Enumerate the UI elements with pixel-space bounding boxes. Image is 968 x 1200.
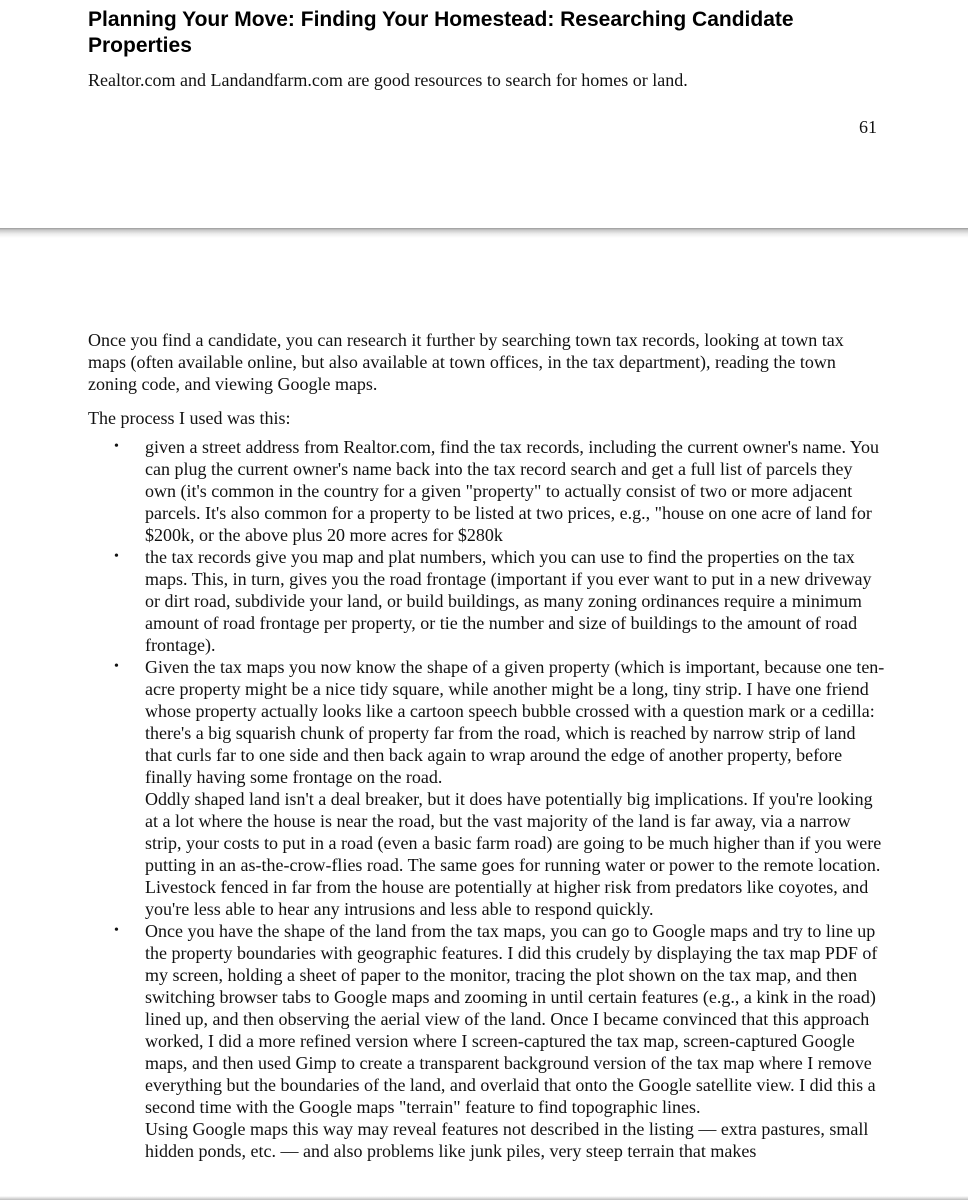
page-62 bbox=[0, 238, 968, 1200]
bottom-page-edge bbox=[0, 1196, 968, 1200]
list-item-text: the tax records give you map and plat numbers, which you can use to find the properties on the tax maps. This, in turn, gives you the road frontage (important if you ever want to put in a new driveway or dirt road, subdivide your land, or build buildings, as many zoning ordinances require a minimum amount of road frontage per property, or tie the number and size of buildings to the amount of road frontage). bbox=[145, 547, 872, 655]
chapter-title: Planning Your Move: Finding Your Homestead: Researching Candidate Properties bbox=[88, 8, 794, 57]
research-intro-paragraph: Once you find a candidate, you can research it further by searching town tax records, looking at town tax maps (often available online, but also available at town offices, in the tax department), reading the town zoning code, and viewing Google maps. bbox=[88, 330, 844, 394]
list-item bbox=[0, 546, 968, 656]
list-item-text: given a street address from Realtor.com, find the tax records, including the current owner's name. You can plug the current owner's name back into the tax record search and get a full list of parcels they own (it's common in the country for a given "property" to actually consist of two or more adjacent parcels. It's also common for a property to be listed at two prices, e.g., "house on one acre of land for $200k, or the above plus 20 more acres for $280k bbox=[145, 437, 880, 545]
list-item-text: Once you have the shape of the land from the tax maps, you can go to Google maps and try to line up the property boundaries with geographic features. I did this crudely by displaying the tax map PDF of my screen, holding a sheet of paper to the monitor, tracing the plot shown on the tax map, and then switching browser tabs to Google maps and zooming in until certain features (e.g., a kink in the road) lined up, and then observing the aerial view of the land. Once I became convinced that this approach worked, I did a more refined version where I screen-captured the tax map, screen-captured Google maps, and then used Gimp to create a transparent background version of the tax map where I remove everything but the boundaries of the land, and overlaid that onto the Google satellite view. I did this a second time with the Google maps "terrain" feature to find topographic lines. bbox=[145, 921, 878, 1117]
list-item bbox=[0, 436, 968, 546]
page-break-shadow bbox=[0, 228, 968, 238]
bullet-icon: • bbox=[114, 439, 119, 454]
list-item bbox=[0, 656, 968, 920]
bullet-icon: • bbox=[114, 659, 119, 674]
list-item-continuation: Using Google maps this way may reveal features not described in the listing — extra pastures, small hidden ponds, etc. — and also problems like junk piles, very steep terrain that makes bbox=[145, 1119, 869, 1161]
process-steps-list bbox=[0, 436, 968, 1162]
page-number: 61 bbox=[859, 117, 877, 137]
bullet-icon: • bbox=[114, 549, 119, 564]
resources-sentence: Realtor.com and Landandfarm.com are good resources to search for homes or land. bbox=[88, 70, 688, 90]
list-item-text: Given the tax maps you now know the shape of a given property (which is important, because one ten-acre property might be a nice tidy square, while another might be a long, tiny strip. I have one friend whose property actually looks like a cartoon speech bubble crossed with a question mark or a cedilla: there's a big squarish chunk of property far from the road, which is reached by narrow strip of land that curls far to one side and then back again to wrap around the edge of another property, before finally having some frontage on the road. bbox=[145, 657, 885, 787]
list-item-continuation: Oddly shaped land isn't a deal breaker, but it does have potentially big implications. If you're looking at a lot where the house is near the road, but the vast majority of the land is far away, via a narrow strip, your costs to put in a road (even a basic farm road) are going to be much higher than if you were putting in an as-the-crow-flies road. The same goes for running water or power to the remote location. Livestock fenced in far from the house are potentially at higher risk from predators like coyotes, and you're less able to hear any intrusions and less able to respond quickly. bbox=[145, 789, 882, 919]
process-label: The process I used was this: bbox=[88, 408, 291, 428]
list-item bbox=[0, 920, 968, 1162]
page-61 bbox=[0, 0, 968, 228]
bullet-icon: • bbox=[114, 923, 119, 938]
